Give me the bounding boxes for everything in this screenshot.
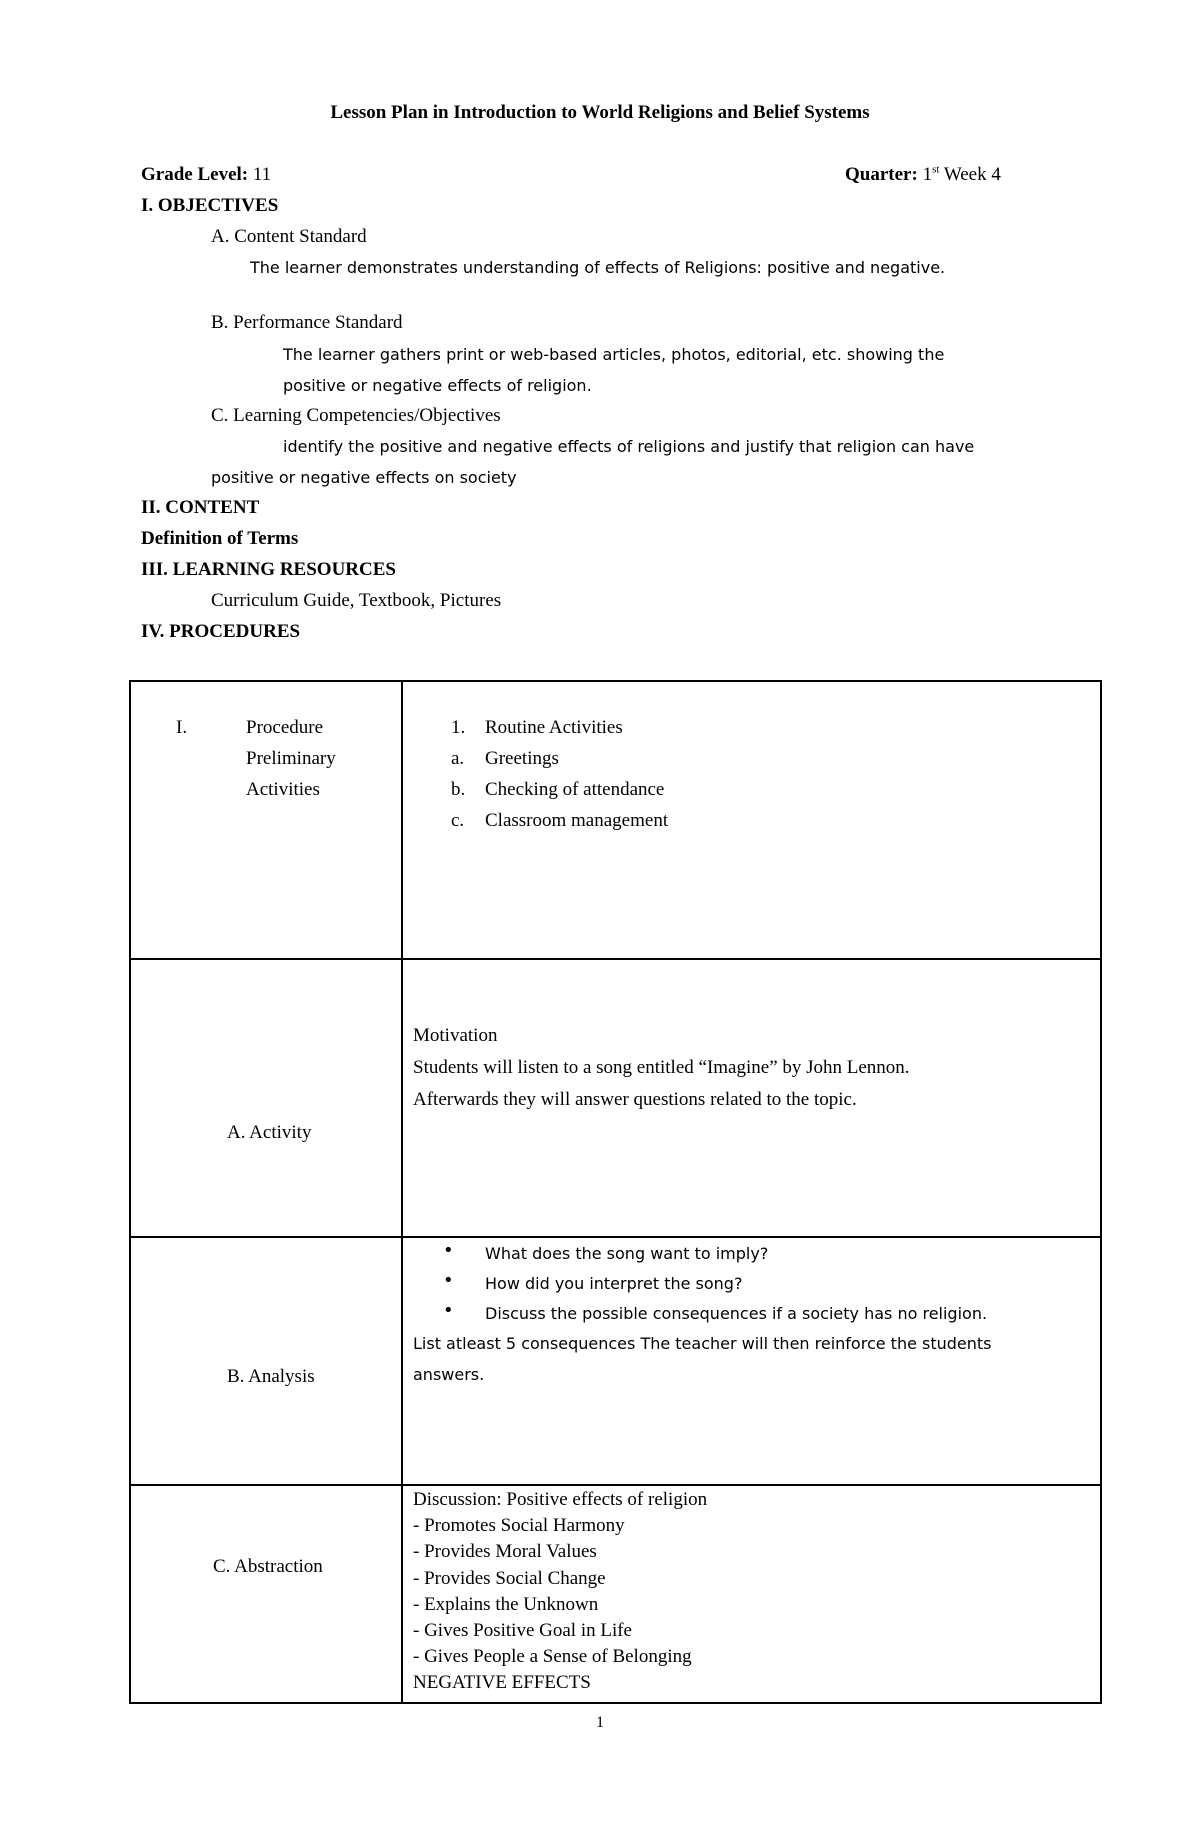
list-marker: a. <box>451 748 465 769</box>
page-number: 1 <box>596 1714 604 1731</box>
competencies-text-line2: positive or negative effects on society <box>211 468 517 487</box>
resources-heading: III. LEARNING RESOURCES <box>141 559 396 580</box>
preliminary-label-number: I. <box>176 717 188 738</box>
quarter-label: Quarter: <box>845 164 918 185</box>
preliminary-label-line3: Activities <box>246 779 320 800</box>
abstraction-line: - Gives Positive Goal in Life <box>413 1620 632 1641</box>
abstraction-line: NEGATIVE EFFECTS <box>413 1672 591 1693</box>
quarter-value-number: 1 <box>922 164 933 185</box>
performance-standard-text-line1: The learner gathers print or web-based articles, photos, editorial, etc. showing the <box>283 345 945 364</box>
bullet-icon: • <box>443 1300 454 1321</box>
activity-line3: Afterwards they will answer questions related to the topic. <box>413 1089 857 1110</box>
abstraction-line: - Gives People a Sense of Belonging <box>413 1646 692 1667</box>
procedures-table <box>129 680 1102 1704</box>
row-label-cell <box>130 959 402 1237</box>
activity-line1: Motivation <box>413 1025 498 1046</box>
competencies-text-line1: identify the positive and negative effects of religions and justify that religion can have <box>283 437 975 456</box>
content-heading: II. CONTENT <box>141 497 260 518</box>
procedures-heading: IV. PROCEDURES <box>141 621 301 642</box>
list-marker: c. <box>451 810 465 831</box>
analysis-bullet: Discuss the possible consequences if a society has no religion. <box>485 1304 988 1323</box>
list-item: Classroom management <box>485 810 669 831</box>
preliminary-label-line2: Preliminary <box>246 748 336 769</box>
row-content-cell <box>402 1485 1101 1703</box>
quarter-value-suffix: st <box>932 163 940 176</box>
abstraction-line: - Provides Social Change <box>413 1568 606 1589</box>
row-label-cell <box>130 1485 402 1703</box>
row-label-cell <box>130 681 402 959</box>
content-standard-text: The learner demonstrates understanding of effects of Religions: positive and negative. <box>250 258 946 277</box>
objectives-heading: I. OBJECTIVES <box>141 195 279 216</box>
resources-text: Curriculum Guide, Textbook, Pictures <box>211 590 502 611</box>
content-subheading: Definition of Terms <box>141 528 299 549</box>
list-item: Greetings <box>485 748 559 769</box>
competencies-label: C. Learning Competencies/Objectives <box>211 405 501 426</box>
analysis-after-line1: List atleast 5 consequences The teacher will then reinforce the students <box>413 1334 992 1353</box>
list-marker: 1. <box>451 717 466 738</box>
quarter <box>845 164 1001 186</box>
document-title: Lesson Plan in Introduction to World Religions and Belief Systems <box>330 102 870 123</box>
activity-line2: Students will listen to a song entitled “Imagine” by John Lennon. <box>413 1057 910 1078</box>
analysis-label: B. Analysis <box>227 1366 315 1387</box>
list-item: Checking of attendance <box>485 779 665 800</box>
analysis-bullet: What does the song want to imply? <box>485 1244 769 1263</box>
content-standard-label: A. Content Standard <box>211 226 367 247</box>
table-row <box>130 1237 1101 1485</box>
analysis-after-line2: answers. <box>413 1365 485 1384</box>
abstraction-line: - Promotes Social Harmony <box>413 1515 625 1536</box>
list-marker: b. <box>451 779 466 800</box>
row-content-cell <box>402 1237 1101 1485</box>
analysis-bullet: How did you interpret the song? <box>485 1274 743 1293</box>
preliminary-label-line1: Procedure <box>246 717 324 738</box>
row-content-cell <box>402 681 1101 959</box>
grade-level <box>141 164 271 186</box>
abstraction-line: Discussion: Positive effects of religion <box>413 1489 708 1510</box>
abstraction-label: C. Abstraction <box>213 1556 323 1577</box>
row-content-cell <box>402 959 1101 1237</box>
bullet-icon: • <box>443 1270 454 1291</box>
abstraction-line: - Provides Moral Values <box>413 1541 597 1562</box>
abstraction-line: - Explains the Unknown <box>413 1594 599 1615</box>
list-item: Routine Activities <box>485 717 623 738</box>
activity-label: A. Activity <box>227 1122 312 1143</box>
grade-level-value: 11 <box>252 164 272 185</box>
bullet-icon: • <box>443 1240 454 1261</box>
row-label-cell <box>130 1237 402 1485</box>
table-row <box>130 959 1101 1237</box>
table-row <box>130 681 1101 959</box>
table-row <box>130 1485 1101 1703</box>
performance-standard-text-line2: positive or negative effects of religion. <box>283 376 592 395</box>
quarter-value-week: Week 4 <box>943 164 1001 185</box>
grade-level-label: Grade Level: <box>141 164 249 185</box>
performance-standard-label: B. Performance Standard <box>211 312 403 333</box>
